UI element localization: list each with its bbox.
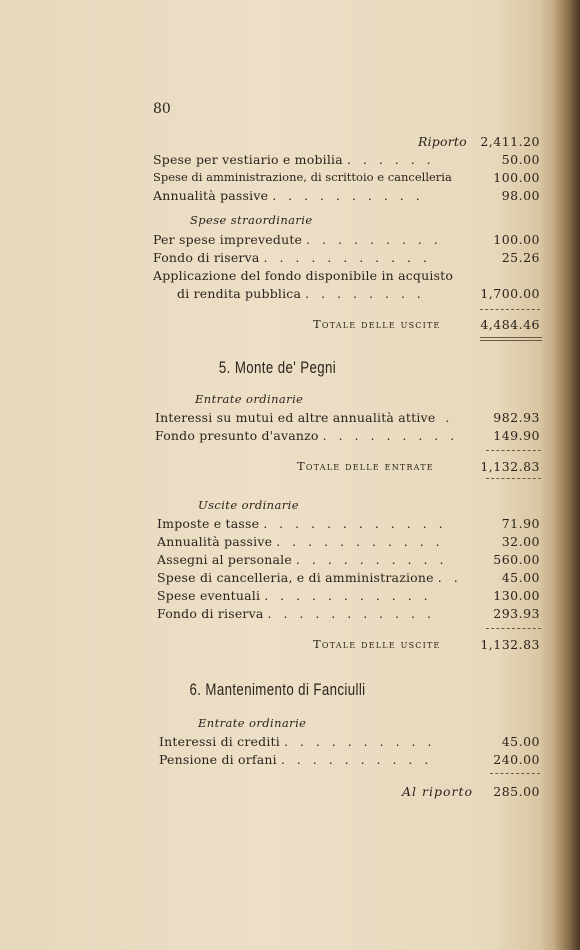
item-label: Spese di amministrazione, di scrittoio e cancelleria: [153, 170, 452, 184]
item-amount: 25.26: [501, 250, 540, 265]
leader-dots: . . . . . . . . . .: [272, 188, 424, 203]
leader-dots: . . . . . . . . . . .: [267, 606, 435, 621]
item-label: Applicazione del fondo disponibile in acquisto: [153, 268, 454, 283]
item-label: Per spese imprevedute: [153, 232, 303, 247]
al-riporto-row: [0, 784, 580, 802]
item-label: Interessi su mutui ed altre annualità attive: [155, 410, 436, 425]
riporto-amount: 2,411.20: [480, 134, 540, 149]
item-amount: 1,700.00: [480, 286, 540, 301]
total-row: [0, 317, 580, 335]
leader-dots: . . . . . . . . . . .: [264, 588, 432, 603]
list-item: [0, 152, 580, 170]
item-label: Annualità passive: [157, 534, 273, 549]
list-item: [0, 516, 580, 534]
item-label: Spese di cancelleria, e di amministrazione: [157, 570, 434, 585]
list-item: [0, 534, 580, 552]
item-amount: 149.90: [493, 428, 540, 443]
item-amount: 100.00: [493, 170, 540, 185]
leader-dots: . . . . . . . . . .: [283, 734, 436, 749]
total-label: Totale delle entrate: [297, 459, 434, 473]
section-title: 6. Mantenimento di Fanciulli: [189, 680, 366, 699]
list-item: [0, 410, 580, 428]
total-amount: 4,484.46: [480, 317, 540, 332]
item-label: Spese per vestiario e mobilia: [153, 152, 343, 167]
al-riporto-amount: 285.00: [493, 784, 540, 799]
leader-dots: .: [445, 410, 454, 425]
list-item: [0, 268, 580, 286]
divider: [486, 628, 541, 629]
section-heading: Entrate ordinarie: [195, 392, 304, 406]
list-item: [0, 428, 580, 446]
item-label: Interessi di crediti: [159, 734, 280, 749]
list-item: [0, 286, 580, 304]
item-label: Fondo presunto d'avanzo: [155, 428, 319, 443]
item-label: Annualità passive: [153, 188, 269, 203]
item-label: Spese eventuali: [157, 588, 261, 603]
item-amount: 45.00: [501, 570, 540, 585]
total-label: Totale delle uscite: [313, 317, 441, 331]
list-item: [0, 570, 580, 588]
item-amount: 71.90: [501, 516, 540, 531]
item-amount: 982.93: [493, 410, 540, 425]
leader-dots: . . . . . . . . . . . .: [263, 516, 447, 531]
section-heading: Uscite ordinarie: [198, 498, 299, 512]
item-amount: 293.93: [493, 606, 540, 621]
total-row: [0, 459, 580, 477]
section-heading: Spese straordinarie: [190, 213, 313, 227]
divider: [486, 450, 541, 451]
total-amount: 1,132.83: [480, 637, 540, 652]
section-heading: Entrate ordinarie: [198, 716, 307, 730]
item-amount: 240.00: [493, 752, 540, 767]
item-amount: 100.00: [493, 232, 540, 247]
item-amount: 98.00: [501, 188, 540, 203]
leader-dots: . .: [437, 570, 462, 585]
item-label: Fondo di riserva: [157, 606, 264, 621]
total-amount: 1,132.83: [480, 459, 540, 474]
leader-dots: . . . . . .: [346, 152, 435, 167]
item-amount: 130.00: [493, 588, 540, 603]
item-label: Fondo di riserva: [153, 250, 260, 265]
list-item: [0, 606, 580, 624]
leader-dots: . . . . . . . .: [305, 286, 425, 301]
leader-dots: . . . . . . . . .: [322, 428, 459, 443]
divider: [480, 337, 542, 338]
list-item: [0, 734, 580, 752]
riporto-row: [0, 134, 580, 152]
divider: [480, 340, 542, 341]
list-item: [0, 232, 580, 250]
leader-dots: . . . . . . . . . .: [295, 552, 448, 567]
section-title: 5. Monte de' Pegni: [218, 358, 337, 377]
leader-dots: . . . . . . . . . . .: [263, 250, 431, 265]
list-item: [0, 552, 580, 570]
list-item: [0, 170, 580, 188]
list-item: [0, 588, 580, 606]
al-riporto-label: Al riporto: [402, 784, 474, 799]
riporto-label: Riporto: [418, 134, 467, 149]
item-amount: 45.00: [501, 734, 540, 749]
page-number: 80: [153, 101, 171, 117]
leader-dots: . . . . . . . . . .: [280, 752, 433, 767]
item-amount: 32.00: [501, 534, 540, 549]
item-label: Imposte e tasse: [157, 516, 260, 531]
list-item: [0, 188, 580, 206]
item-label: Pensione di orfani: [159, 752, 277, 767]
item-amount: 50.00: [501, 152, 540, 167]
item-label: Assegni al personale: [157, 552, 292, 567]
total-row: [0, 637, 580, 655]
list-item: [0, 752, 580, 770]
list-item: [0, 250, 580, 268]
item-label: di rendita pubblica: [177, 286, 302, 301]
leader-dots: . . . . . . . . . . .: [276, 534, 444, 549]
divider: [486, 478, 541, 479]
total-label: Totale delle uscite: [313, 637, 441, 651]
divider: [480, 309, 540, 310]
leader-dots: . . . . . . . . .: [306, 232, 442, 247]
item-amount: 560.00: [493, 552, 540, 567]
divider: [490, 773, 540, 774]
